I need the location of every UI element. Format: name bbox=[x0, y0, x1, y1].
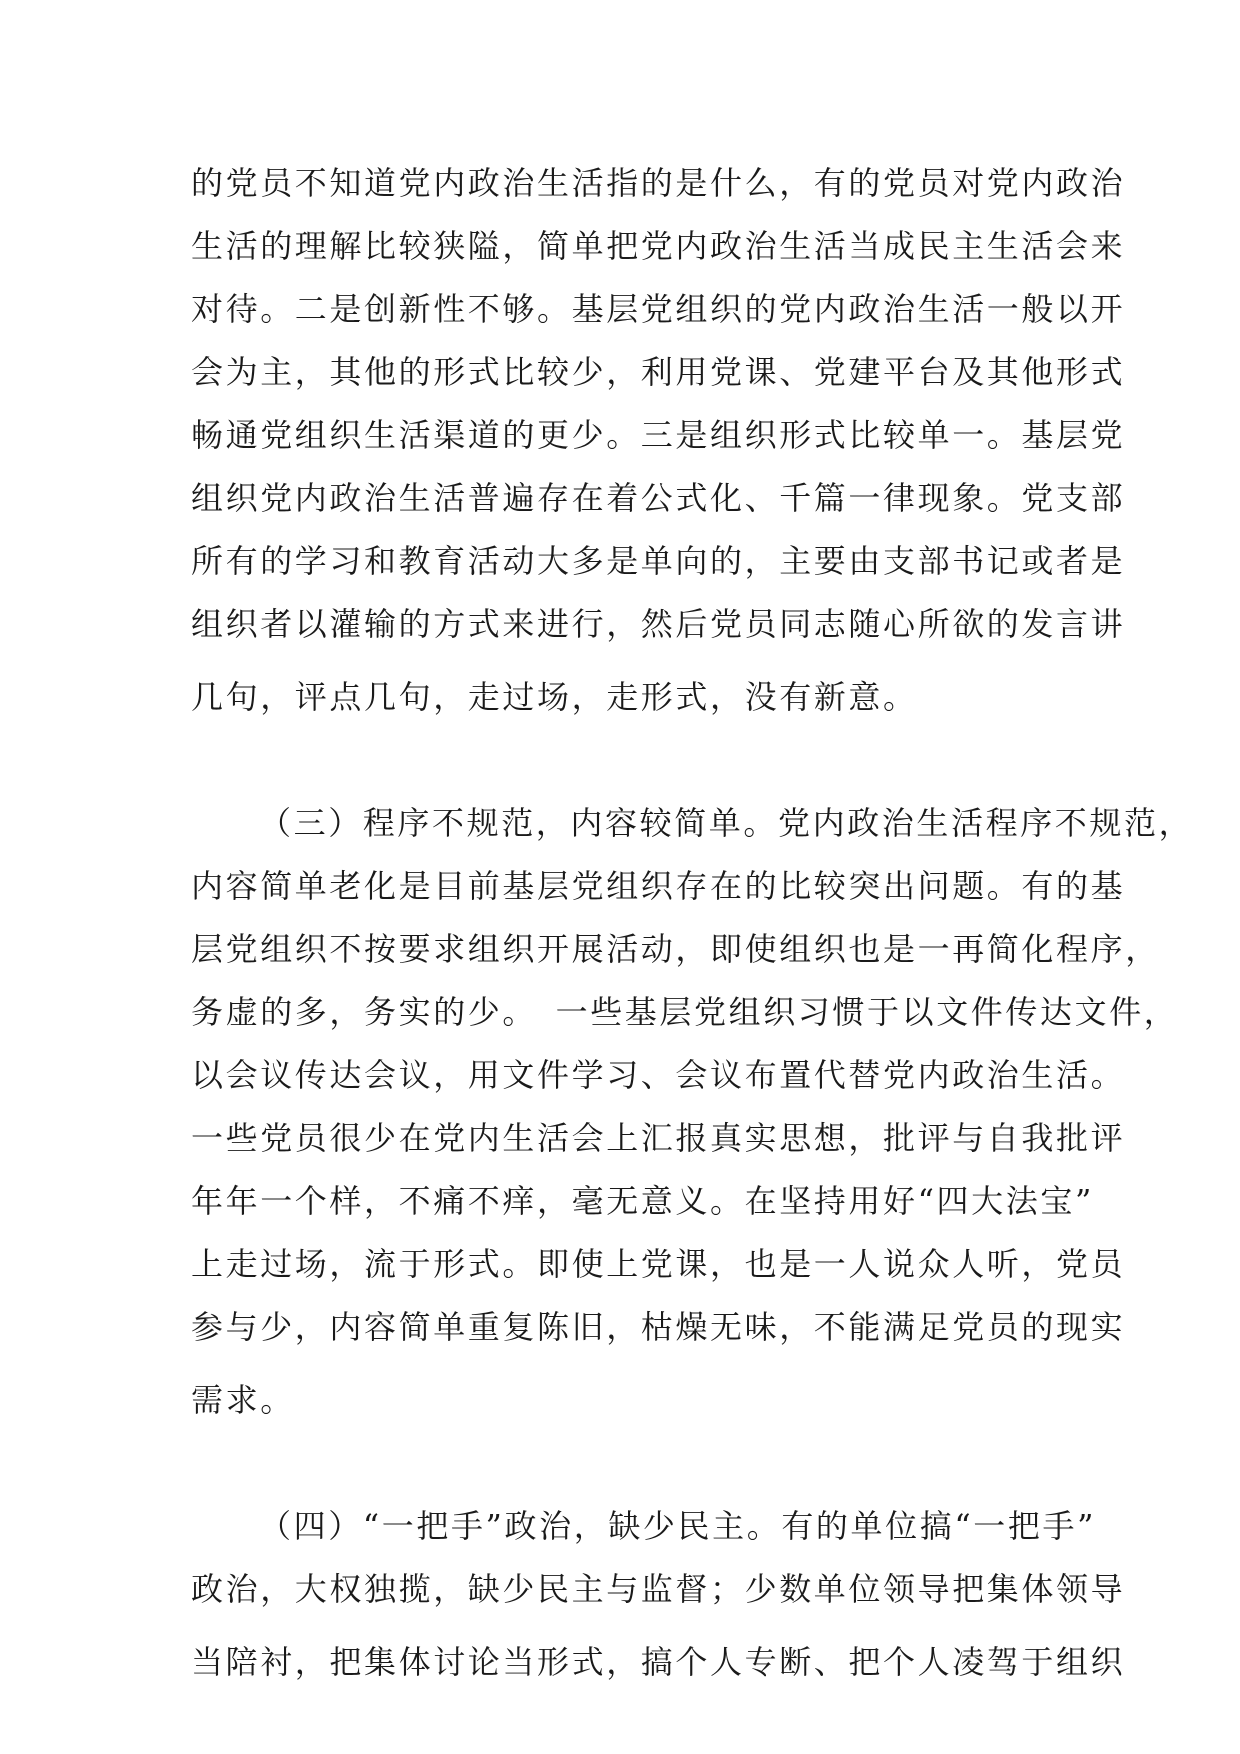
text-line: 需求。 bbox=[191, 1381, 295, 1419]
section-heading-3: （三）程序不规范，内容较简单。党内政治生活程序不规范， bbox=[259, 804, 1194, 842]
text-line: 组织党内政治生活普遍存在着公式化、千篇一律现象。党支部 bbox=[191, 479, 1126, 517]
text-line: 内容简单老化是目前基层党组织存在的比较突出问题。有的基 bbox=[191, 867, 1126, 905]
text-line: 的党员不知道党内政治生活指的是什么，有的党员对党内政治 bbox=[191, 164, 1126, 202]
text-line: 组织者以灌输的方式来进行，然后党员同志随心所欲的发言讲 bbox=[191, 605, 1126, 643]
text-line: 以会议传达会议，用文件学习、会议布置代替党内政治生活。 bbox=[191, 1056, 1126, 1094]
text-line: 上走过场，流于形式。即使上党课，也是一人说众人听，党员 bbox=[191, 1245, 1126, 1283]
text-line: 参与少，内容简单重复陈旧，枯燥无味，不能满足党员的现实 bbox=[191, 1308, 1126, 1346]
text-line: 畅通党组织生活渠道的更少。三是组织形式比较单一。基层党 bbox=[191, 416, 1126, 454]
text-line: 会为主，其他的形式比较少，利用党课、党建平台及其他形式 bbox=[191, 353, 1126, 391]
section-heading-4: （四）“一把手”政治，缺少民主。有的单位搞“一把手” bbox=[259, 1507, 1097, 1545]
text-line: 一些党员很少在党内生活会上汇报真实思想，批评与自我批评 bbox=[191, 1119, 1126, 1157]
text-line: 对待。二是创新性不够。基层党组织的党内政治生活一般以开 bbox=[191, 290, 1126, 328]
text-line: 所有的学习和教育活动大多是单向的，主要由支部书记或者是 bbox=[191, 542, 1126, 580]
text-line: 几句，评点几句，走过场，走形式，没有新意。 bbox=[191, 678, 918, 716]
text-line: 年年一个样，不痛不痒，毫无意义。在坚持用好“四大法宝” bbox=[191, 1182, 1094, 1220]
text-line: 务虚的多，务实的少。 一些基层党组织习惯于以文件传达文件， bbox=[191, 993, 1179, 1031]
text-line: 当陪衬，把集体讨论当形式，搞个人专断、把个人凌驾于组织 bbox=[191, 1643, 1126, 1681]
text-line: 政治，大权独揽，缺少民主与监督；少数单位领导把集体领导 bbox=[191, 1570, 1126, 1608]
text-line: 层党组织不按要求组织开展活动，即使组织也是一再简化程序， bbox=[191, 930, 1160, 968]
text-line: 生活的理解比较狭隘，简单把党内政治生活当成民主生活会来 bbox=[191, 227, 1126, 265]
